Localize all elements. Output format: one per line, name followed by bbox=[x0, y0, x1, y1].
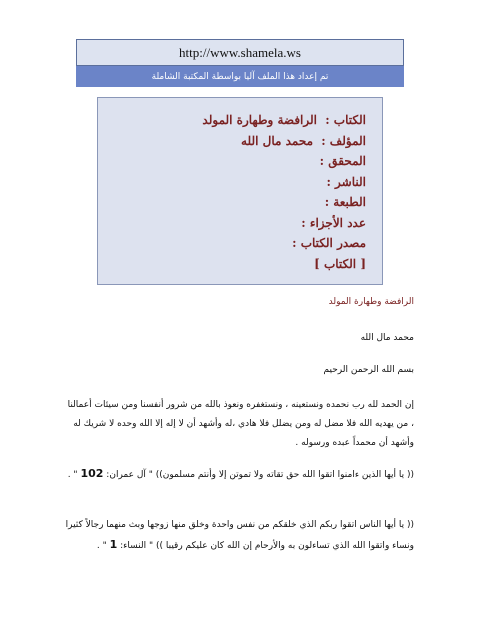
ayah-2-number: 1 bbox=[109, 538, 118, 551]
author-row: المؤلف : محمد مال الله bbox=[241, 133, 366, 148]
book-row: الكتاب : الرافضة وطهارة المولد bbox=[202, 113, 366, 127]
ayah-quote-2 bbox=[64, 515, 414, 556]
publisher-row: الناشر : bbox=[326, 174, 366, 189]
intro-paragraph: إن الحمد لله رب نحمده ونستعينه ، ونستغفره ونعوذ بالله من شرور أنفسنا ومن سيئات أعمالنا ، من يهديه الله فلا مضل له ومن يضلل فلا هادي ،له وأشهد أن لا إله إلا الله وحده لا شريك له وأشهد أن محمداً عبده ورسوله . bbox=[67, 400, 414, 448]
book-info-card bbox=[97, 97, 383, 285]
editor-row: المحقق : bbox=[319, 154, 366, 168]
site-url[interactable]: http://www.shamela.ws bbox=[179, 44, 301, 60]
volumes-row: عدد الأجزاء : bbox=[301, 215, 366, 230]
site-url-header[interactable] bbox=[76, 39, 404, 66]
ayah-1-number: 102 bbox=[80, 467, 104, 480]
source-row: مصدر الكتاب : bbox=[292, 236, 366, 250]
basmala: بسم الله الرحمن الرحيم bbox=[323, 365, 414, 375]
banner-text: تم إعداد هذا الملف آليا بواسطة المكتبة الشاملة bbox=[151, 71, 329, 82]
ayah-2-end: " . bbox=[96, 541, 107, 551]
edition-row: الطبعة : bbox=[324, 195, 366, 209]
ayah-1-text: (( يا أيها الذين ءامنوا اتقوا الله حق تقاته ولا تموتن إلا وأنتم مسلمون)) " آل عمران: bbox=[106, 470, 414, 480]
book-title: الرافضة وطهارة المولد bbox=[328, 297, 414, 307]
author-name: محمد مال الله bbox=[360, 333, 414, 343]
generated-banner bbox=[76, 66, 404, 87]
ayah-2-text: (( يا أيها الناس اتقوا ربكم الذي خلقكم من نفس واحدة وخلق منها زوجها وبث منهما رجالاً كثيرا ونساء واتقوا الله الذي تساءلون به والأرحام إن الله كان عليكم رقيبا )) " النساء: bbox=[65, 520, 414, 551]
book-link-row[interactable]: [ الكتاب ] bbox=[314, 256, 366, 271]
ayah-1-end: " . bbox=[67, 470, 78, 480]
ayah-quote-1 bbox=[64, 464, 414, 485]
